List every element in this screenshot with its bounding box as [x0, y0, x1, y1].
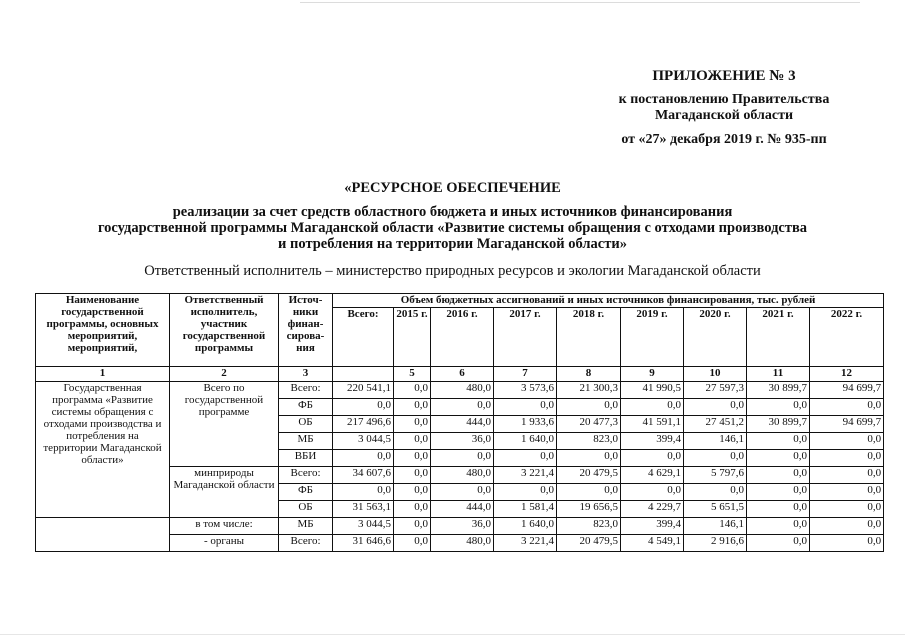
value-cell: 3 221,4: [494, 535, 557, 552]
value-cell: 480,0: [431, 535, 494, 552]
value-cell: 0,0: [394, 484, 431, 501]
header-sub: 2021 г.: [747, 308, 810, 367]
source-cell: МБ: [279, 433, 333, 450]
value-cell: 217 496,6: [333, 416, 394, 433]
value-cell: 0,0: [747, 450, 810, 467]
col-num: 2: [170, 367, 279, 382]
col-num: [333, 367, 394, 382]
value-cell: 3 044,5: [333, 433, 394, 450]
col-num: 11: [747, 367, 810, 382]
value-cell: 0,0: [494, 484, 557, 501]
value-cell: 399,4: [621, 433, 684, 450]
responsible-executor: Ответственный исполнитель – министерство природных ресурсов и экологии Магаданской области: [144, 263, 761, 279]
value-cell: 36,0: [431, 518, 494, 535]
executor-cell: в том числе:: [170, 518, 279, 535]
value-cell: 0,0: [394, 518, 431, 535]
value-cell: 0,0: [394, 467, 431, 484]
value-cell: 0,0: [621, 450, 684, 467]
value-cell: 20 479,5: [557, 535, 621, 552]
executor-cell: минприроды Магаданской области: [170, 467, 279, 518]
value-cell: 0,0: [747, 501, 810, 518]
value-cell: 0,0: [621, 399, 684, 416]
value-cell: 0,0: [810, 484, 884, 501]
value-cell: 0,0: [810, 467, 884, 484]
appendix-title: ПРИЛОЖЕНИЕ № 3: [652, 68, 796, 84]
value-cell: 0,0: [431, 450, 494, 467]
value-cell: 41 990,5: [621, 382, 684, 399]
value-cell: 30 899,7: [747, 416, 810, 433]
appendix-date: от «27» декабря 2019 г. № 935-пп: [621, 132, 827, 147]
value-cell: 0,0: [494, 450, 557, 467]
header-sub: 2015 г.: [394, 308, 431, 367]
source-cell: ОБ: [279, 416, 333, 433]
value-cell: 3 221,4: [494, 467, 557, 484]
header-sub: 2016 г.: [431, 308, 494, 367]
value-cell: 0,0: [810, 433, 884, 450]
value-cell: 0,0: [557, 484, 621, 501]
value-cell: 0,0: [747, 399, 810, 416]
source-cell: Всего:: [279, 467, 333, 484]
value-cell: 21 300,3: [557, 382, 621, 399]
executor-cell: - органы: [170, 535, 279, 552]
value-cell: 34 607,6: [333, 467, 394, 484]
header-source: Источ-ники финан-сирова-ния: [279, 294, 333, 367]
heading-line-2: реализации за счет средств областного бюджета и иных источников финансирования: [172, 204, 733, 220]
col-num: 3: [279, 367, 333, 382]
value-cell: 30 899,7: [747, 382, 810, 399]
col-num: 7: [494, 367, 557, 382]
value-cell: 146,1: [684, 433, 747, 450]
value-cell: 27 451,2: [684, 416, 747, 433]
table-row: [36, 382, 884, 399]
value-cell: 20 479,5: [557, 467, 621, 484]
value-cell: 0,0: [810, 535, 884, 552]
value-cell: 0,0: [684, 450, 747, 467]
scan-artifact-top: [300, 2, 860, 3]
value-cell: 0,0: [747, 518, 810, 535]
value-cell: 0,0: [810, 518, 884, 535]
value-cell: 220 541,1: [333, 382, 394, 399]
executor-cell: Всего по государственной программе: [170, 382, 279, 467]
header-sub: 2020 г.: [684, 308, 747, 367]
value-cell: 1 581,4: [494, 501, 557, 518]
value-cell: 0,0: [621, 484, 684, 501]
col-num: 12: [810, 367, 884, 382]
value-cell: 4 629,1: [621, 467, 684, 484]
header-name: Наименование государственной программы, основных мероприятий, мероприятий,: [36, 294, 170, 367]
value-cell: 31 646,6: [333, 535, 394, 552]
header-volume: Объем бюджетных ассигнований и иных источников финансирования, тыс. рублей: [333, 294, 884, 308]
source-cell: ФБ: [279, 399, 333, 416]
value-cell: 0,0: [394, 416, 431, 433]
header-sub: 2022 г.: [810, 308, 884, 367]
value-cell: 5 651,5: [684, 501, 747, 518]
value-cell: 4 229,7: [621, 501, 684, 518]
value-cell: 41 591,1: [621, 416, 684, 433]
value-cell: 0,0: [747, 433, 810, 450]
value-cell: 0,0: [684, 484, 747, 501]
appendix-block: [594, 68, 854, 148]
heading-line-1: «РЕСУРСНОЕ ОБЕСПЕЧЕНИЕ: [344, 180, 561, 196]
value-cell: 2 916,6: [684, 535, 747, 552]
value-cell: 19 656,5: [557, 501, 621, 518]
col-num: 5: [394, 367, 431, 382]
document-heading: [0, 180, 905, 252]
source-cell: ВБИ: [279, 450, 333, 467]
heading-line-4: и потребления на территории Магаданской области»: [278, 236, 627, 252]
value-cell: 146,1: [684, 518, 747, 535]
value-cell: 0,0: [810, 501, 884, 518]
heading-line-3: государственной программы Магаданской области «Развитие системы обращения с отходами производства: [97, 220, 808, 236]
col-num: 6: [431, 367, 494, 382]
header-sub: Всего:: [333, 308, 394, 367]
appendix-line-2: Магаданской области: [654, 108, 794, 123]
value-cell: 399,4: [621, 518, 684, 535]
value-cell: 0,0: [747, 484, 810, 501]
table-row: [36, 518, 884, 535]
source-cell: ФБ: [279, 484, 333, 501]
header-sub: 2018 г.: [557, 308, 621, 367]
source-cell: Всего:: [279, 535, 333, 552]
value-cell: 1 640,0: [494, 433, 557, 450]
value-cell: 1 933,6: [494, 416, 557, 433]
value-cell: 444,0: [431, 416, 494, 433]
value-cell: 0,0: [557, 399, 621, 416]
value-cell: 0,0: [747, 467, 810, 484]
program-name-cell-cont: [36, 518, 170, 552]
scan-artifact-bottom: [0, 634, 905, 635]
value-cell: 0,0: [494, 399, 557, 416]
column-number-row: [36, 367, 884, 382]
value-cell: 0,0: [394, 501, 431, 518]
resource-table: [35, 293, 884, 552]
col-num: 10: [684, 367, 747, 382]
value-cell: 0,0: [394, 433, 431, 450]
value-cell: 3 573,6: [494, 382, 557, 399]
value-cell: 0,0: [431, 399, 494, 416]
value-cell: 823,0: [557, 518, 621, 535]
value-cell: 0,0: [333, 399, 394, 416]
value-cell: 3 044,5: [333, 518, 394, 535]
col-num: 1: [36, 367, 170, 382]
value-cell: 0,0: [394, 399, 431, 416]
source-cell: МБ: [279, 518, 333, 535]
value-cell: 0,0: [394, 535, 431, 552]
value-cell: 36,0: [431, 433, 494, 450]
value-cell: 0,0: [810, 450, 884, 467]
value-cell: 94 699,7: [810, 416, 884, 433]
program-name-cell: Государственная программа «Развитие системы обращения с отходами производства и потребления на территории Магаданской области»: [36, 382, 170, 518]
value-cell: 0,0: [394, 382, 431, 399]
header-sub: 2017 г.: [494, 308, 557, 367]
value-cell: 444,0: [431, 501, 494, 518]
source-cell: ОБ: [279, 501, 333, 518]
value-cell: 480,0: [431, 382, 494, 399]
value-cell: 5 797,6: [684, 467, 747, 484]
appendix-line-1: к постановлению Правительства: [618, 92, 830, 107]
header-executor: Ответственный исполнитель, участник государственной программы: [170, 294, 279, 367]
value-cell: 94 699,7: [810, 382, 884, 399]
value-cell: 20 477,3: [557, 416, 621, 433]
col-num: 9: [621, 367, 684, 382]
col-num: 8: [557, 367, 621, 382]
value-cell: 0,0: [333, 450, 394, 467]
value-cell: 0,0: [557, 450, 621, 467]
value-cell: 0,0: [684, 399, 747, 416]
source-cell: Всего:: [279, 382, 333, 399]
value-cell: 823,0: [557, 433, 621, 450]
value-cell: 1 640,0: [494, 518, 557, 535]
value-cell: 0,0: [810, 399, 884, 416]
value-cell: 27 597,3: [684, 382, 747, 399]
header-sub: 2019 г.: [621, 308, 684, 367]
header-row-1: [36, 294, 884, 308]
value-cell: 480,0: [431, 467, 494, 484]
value-cell: 4 549,1: [621, 535, 684, 552]
value-cell: 0,0: [747, 535, 810, 552]
value-cell: 0,0: [333, 484, 394, 501]
value-cell: 31 563,1: [333, 501, 394, 518]
value-cell: 0,0: [431, 484, 494, 501]
value-cell: 0,0: [394, 450, 431, 467]
